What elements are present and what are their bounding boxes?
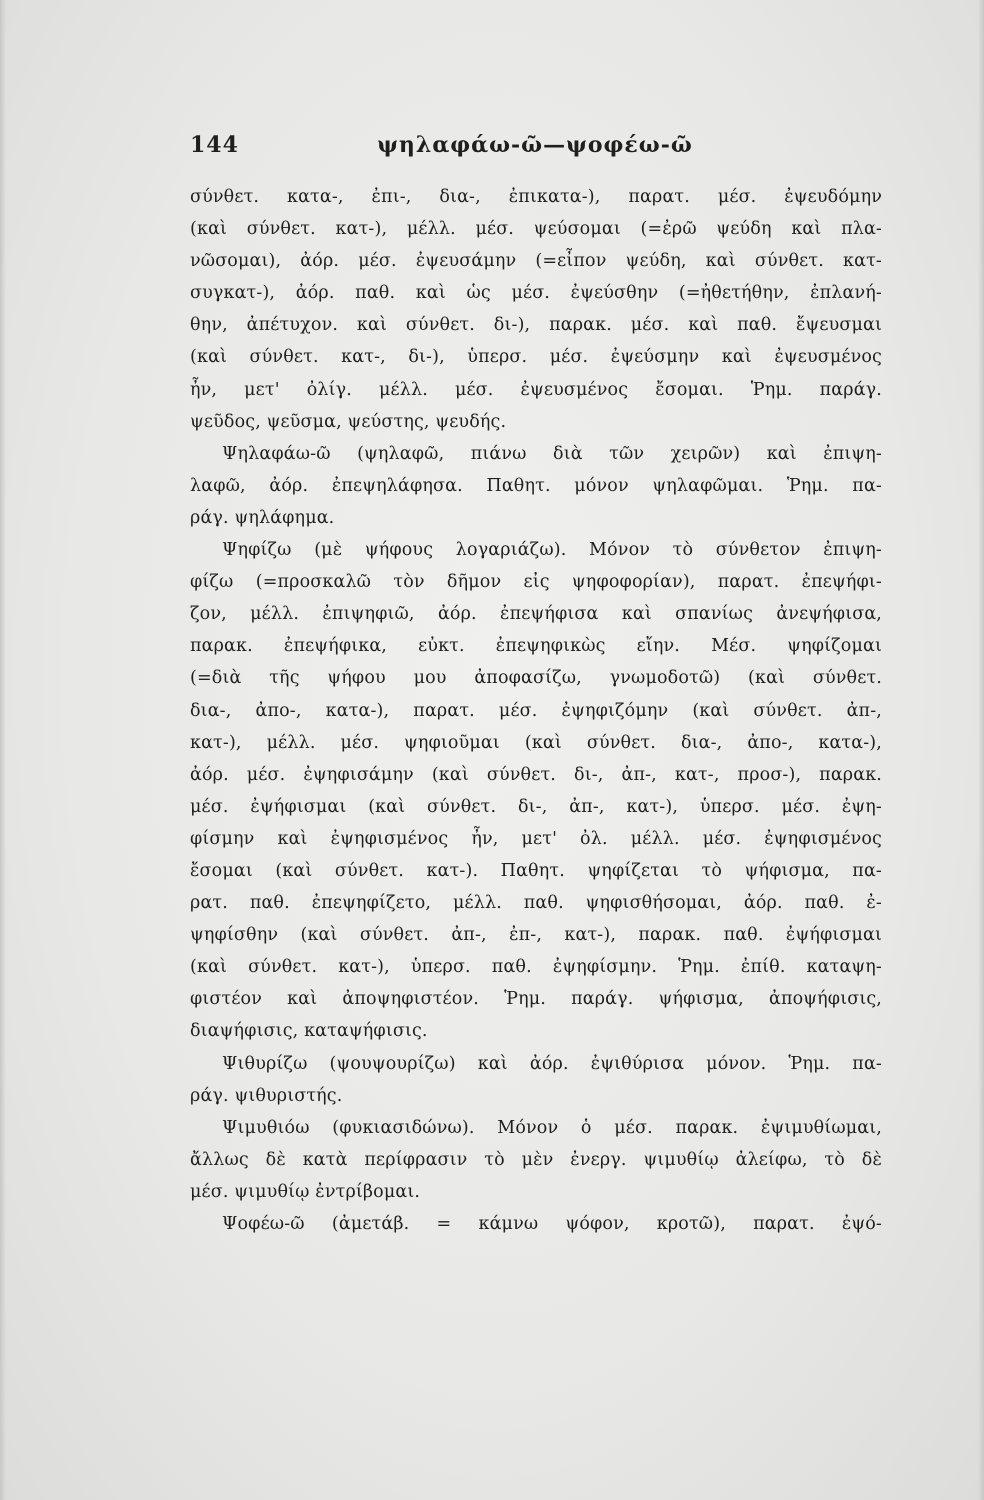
entry-headword-line: Ψηλαφάω-ῶ (ψηλαφῶ, πιάνω διὰ τῶν χειρῶν) καὶ ἐπιψη-	[222, 443, 882, 464]
text-line: νῶσομαι), ἀόρ. μέσ. ἐψευσάμην (=εἶπον ψεύδη, καὶ σύνθετ. κατ-	[190, 251, 882, 272]
text-line: συγκατ-), ἀόρ. παθ. καὶ ὡς μέσ. ἐψεύσθην (=ἠθετήθην, ἐπλανή-	[190, 283, 882, 304]
text-line: διαψήφισις, καταψήφισις.	[190, 1021, 428, 1042]
entry-headword-line: Ψιθυρίζω (ψουψουρίζω) καὶ ἀόρ. ἐψιθύρισα μόνον. Ῥημ. πα-	[222, 1053, 882, 1074]
text-line: φιστέον καὶ ἀποψηφιστέον. Ῥημ. παράγ. ψήφισμα, ἀποψήφισις,	[190, 989, 882, 1010]
text-line: δια-, ἀπο-, κατα-), παρατ. μέσ. ἐψηφιζόμην (καὶ σύνθετ. ἀπ-,	[190, 700, 882, 721]
text-line: ἀόρ. μέσ. ἐψηφισάμην (καὶ σύνθετ. δι-, ἀπ-, κατ-, προσ-), παρακ.	[190, 764, 882, 785]
scan-edge-left	[0, 0, 6, 1500]
page-header	[190, 132, 880, 166]
text-line: ζον, μέλλ. ἐπιψηφιῶ, ἀόρ. ἐπεψήφισα καὶ σπανίως ἀνεψήφισα,	[190, 604, 882, 625]
text-line: ψηφίσθην (καὶ σύνθετ. ἀπ-, ἐπ-, κατ-), παρακ. παθ. ἐψήφισμαι	[190, 925, 882, 946]
running-head: ψηλαφάω-ῶ—ψοφέω-ῶ	[377, 132, 693, 158]
text-line: ρατ. παθ. ἐπεψηφίζετο, μέλλ. παθ. ψηφισθήσομαι, ἀόρ. παθ. ἐ-	[190, 893, 882, 914]
text-line: μέσ. ψιμυθίῳ ἐντρίβομαι.	[190, 1181, 421, 1202]
text-line: παρακ. ἐπεψήφικα, εὐκτ. ἐπεψηφικὼς εἴην. Μέσ. ψηφίζομαι	[190, 636, 882, 657]
entry-headword-line: Ψοφέω-ῶ (ἀμετάβ. = κάμνω ψόφον, κροτῶ), παρατ. ἐψό-	[222, 1214, 882, 1234]
text-line: θην, ἀπέτυχον. καὶ σύνθετ. δι-), παρακ. μέσ. καὶ παθ. ἔψευσμαι	[190, 315, 882, 336]
text-line: κατ-), μέλλ. μέσ. ψηφιοῦμαι (καὶ σύνθετ. δια-, ἀπο-, κατα-),	[190, 732, 882, 753]
dictionary-body	[190, 181, 882, 1240]
scan-edge-right	[978, 0, 984, 1500]
text-line: (καὶ σύνθετ. κατ-), μέλλ. μέσ. ψεύσομαι (=ἐρῶ ψεύδη καὶ πλα-	[190, 219, 882, 240]
text-line: ράγ. ψιθυριστής.	[190, 1085, 343, 1106]
text-line: ψεῦδος, ψεῦσμα, ψεύστης, ψευδής.	[190, 411, 507, 432]
text-line: σύνθετ. κατα-, ἐπι-, δια-, ἐπικατα-), παρατ. μέσ. ἐψευδόμην	[190, 187, 882, 207]
entry-headword-line: Ψιμυθιόω (φυκιασιδώνω). Μόνον ὁ μέσ. παρακ. ἐψιμυθίωμαι,	[222, 1117, 882, 1138]
text-line: ἄλλως δὲ κατὰ περίφρασιν τὸ μὲν ἐνεργ. ψιμυθίῳ ἀλείφω, τὸ δὲ	[190, 1149, 882, 1170]
text-line: (καὶ σύνθετ. κατ-), ὑπερσ. παθ. ἐψηφίσμην. Ῥημ. ἐπίθ. καταψη-	[190, 957, 882, 978]
text-line: ἔσομαι (καὶ σύνθετ. κατ-). Παθητ. ψηφίζεται τὸ ψήφισμα, πα-	[190, 860, 882, 881]
text-line: λαφῶ, ἀόρ. ἐπεψηλάφησα. Παθητ. μόνον ψηλαφῶμαι. Ῥημ. πα-	[190, 475, 882, 496]
text-line: μέσ. ἐψήφισμαι (καὶ σύνθετ. δι-, ἀπ-, κατ-), ὑπερσ. μέσ. ἐψη-	[190, 796, 882, 817]
page-number: 144	[190, 132, 239, 158]
text-line: (καὶ σύνθετ. κατ-, δι-), ὑπερσ. μέσ. ἐψεύσμην καὶ ἐψευσμένος	[190, 347, 882, 368]
text-line: ράγ. ψηλάφημα.	[190, 507, 335, 528]
entry-headword-line: Ψηφίζω (μὲ ψήφους λογαριάζω). Μόνον τὸ σύνθετον ἐπιψη-	[222, 540, 882, 561]
text-line: (=διὰ τῆς ψήφου μου ἀποφασίζω, γνωμοδοτῶ) (καὶ σύνθετ.	[190, 668, 882, 689]
text-line: φίζω (=προσκαλῶ τὸν δῆμον εἰς ψηφοφορίαν), παρατ. ἐπεψήφι-	[190, 572, 882, 593]
text-line: ἦν, μετ' ὀλίγ. μέλλ. μέσ. ἐψευσμένος ἔσομαι. Ῥημ. παράγ.	[190, 379, 882, 400]
text-line: φίσμην καὶ ἐψηφισμένος ἦν, μετ' ὀλ. μέλλ. μέσ. ἐψηφισμένος	[190, 828, 882, 849]
